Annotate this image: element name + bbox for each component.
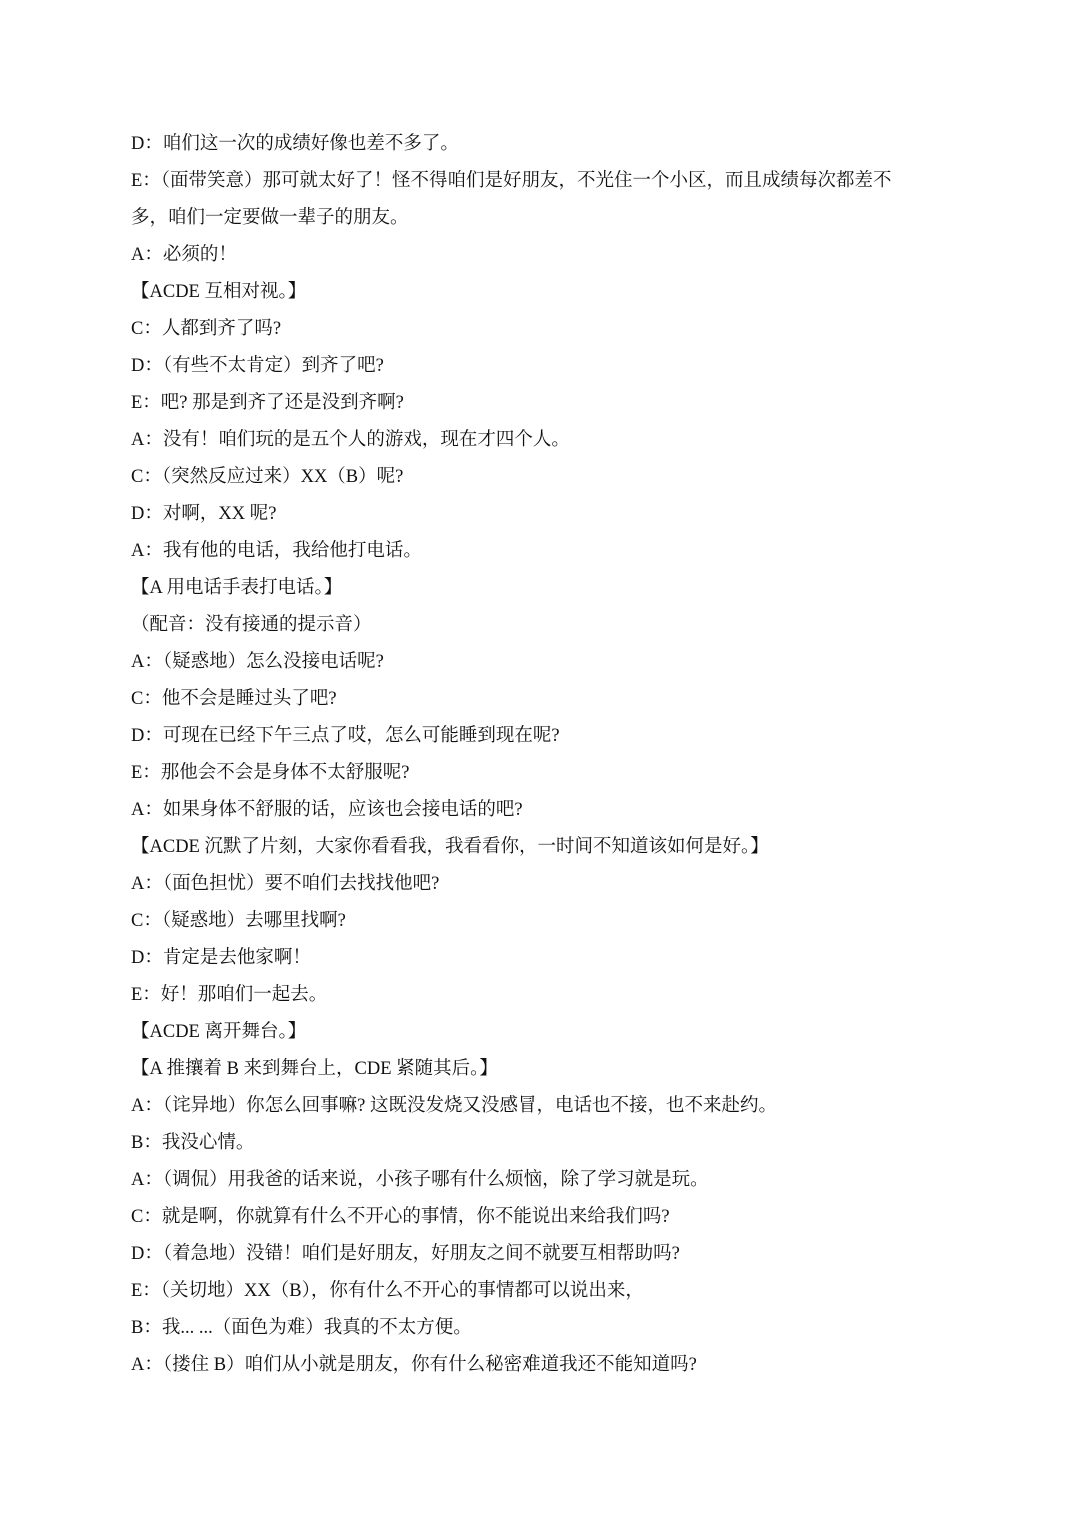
script-line: D：咱们这一次的成绩好像也差不多了。 <box>131 134 459 154</box>
sound-cue: （配音：没有接通的提示音） <box>131 615 372 635</box>
script-line: C：就是啊，你就算有什么不开心的事情，你不能说出来给我们吗? <box>131 1207 670 1227</box>
script-line: A：（面色担忧）要不咱们去找找他吧? <box>131 874 440 894</box>
script-line: E：好！那咱们一起去。 <box>131 985 328 1005</box>
script-line: A：必须的！ <box>131 245 237 265</box>
script-line: C：人都到齐了吗? <box>131 319 282 339</box>
script-line: E：（关切地）XX（B），你有什么不开心的事情都可以说出来， <box>131 1281 644 1301</box>
stage-direction: 【ACDE 离开舞台。】 <box>131 1022 307 1042</box>
script-line: A：（诧异地）你怎么回事嘛? 这既没发烧又没感冒，电话也不接，也不来赴约。 <box>131 1096 777 1116</box>
script-line: E：（面带笑意）那可就太好了！怪不得咱们是好朋友，不光住一个小区，而且成绩每次都差不 <box>131 171 892 191</box>
script-line: 多，咱们一定要做一辈子的朋友。 <box>131 208 409 228</box>
script-line: E：那他会不会是身体不太舒服呢? <box>131 763 410 783</box>
script-line: D：（着急地）没错！咱们是好朋友，好朋友之间不就要互相帮助吗? <box>131 1244 680 1264</box>
script-line: D：（有些不太肯定）到齐了吧? <box>131 356 384 376</box>
script-line: E：吧? 那是到齐了还是没到齐啊? <box>131 393 404 413</box>
script-line: D：肯定是去他家啊！ <box>131 948 311 968</box>
script-line: D：可现在已经下午三点了哎，怎么可能睡到现在呢? <box>131 726 560 746</box>
script-line: C：他不会是睡过头了吧? <box>131 689 337 709</box>
script-line: B：我... ...（面色为难）我真的不太方便。 <box>131 1318 472 1338</box>
script-line: B：我没心情。 <box>131 1133 255 1153</box>
stage-direction: 【A 推攘着 B 来到舞台上，CDE 紧随其后。】 <box>131 1059 498 1079</box>
script-body <box>131 126 931 1384</box>
script-line: A：（疑惑地）怎么没接电话呢? <box>131 652 384 672</box>
script-line: D：对啊，XX 呢? <box>131 504 277 524</box>
script-line: A：我有他的电话，我给他打电话。 <box>131 541 422 561</box>
script-line: A：没有！咱们玩的是五个人的游戏，现在才四个人。 <box>131 430 570 450</box>
script-line: C：（突然反应过来）XX（B）呢? <box>131 467 404 487</box>
script-line: A：（调侃）用我爸的话来说，小孩子哪有什么烦恼，除了学习就是玩。 <box>131 1170 709 1190</box>
script-line: C：（疑惑地）去哪里找啊? <box>131 911 346 931</box>
stage-direction: 【A 用电话手表打电话。】 <box>131 578 343 598</box>
stage-direction: 【ACDE 沉默了片刻，大家你看看我，我看看你，一时间不知道该如何是好。】 <box>131 837 769 857</box>
script-line: A：如果身体不舒服的话，应该也会接电话的吧? <box>131 800 523 820</box>
script-line: A：（搂住 B）咱们从小就是朋友，你有什么秘密难道我还不能知道吗? <box>131 1355 697 1375</box>
stage-direction: 【ACDE 互相对视。】 <box>131 282 307 302</box>
